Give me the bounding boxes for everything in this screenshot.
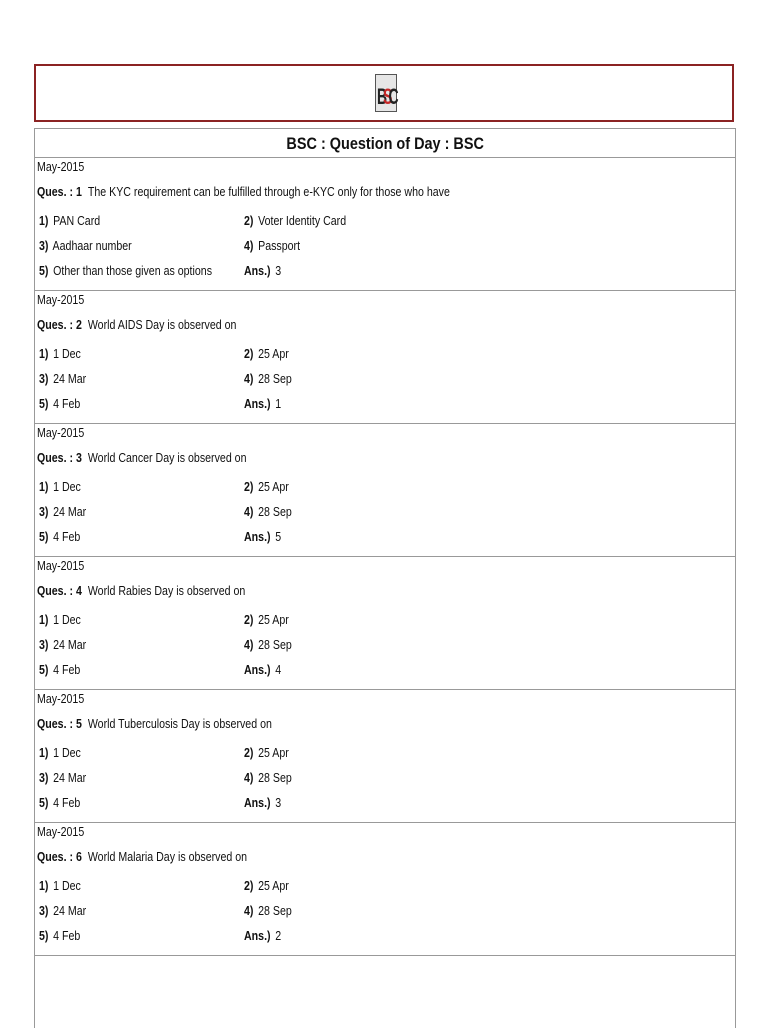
option-3: 3) Aadhaar number [39, 239, 132, 253]
question-text: World Malaria Day is observed on [87, 850, 248, 864]
question-block [35, 823, 735, 956]
option-5: 5) 4 Feb [39, 796, 81, 810]
question-text: World AIDS Day is observed on [87, 318, 237, 332]
option-5: 5) 4 Feb [39, 530, 81, 544]
answer: Ans.) 5 [244, 530, 282, 544]
question-block [35, 690, 735, 823]
question-text: World Tuberculosis Day is observed on [87, 717, 272, 731]
answer: Ans.) 3 [244, 796, 282, 810]
question-line [37, 850, 247, 864]
option-5: 5) 4 Feb [39, 397, 81, 411]
question-text: World Rabies Day is observed on [87, 584, 246, 598]
question-block [35, 424, 735, 557]
option-2: 2) 25 Apr [244, 879, 289, 893]
option-1: 1) 1 Dec [39, 879, 81, 893]
logo-text: BSC [377, 83, 395, 109]
option-2: 2) 25 Apr [244, 613, 289, 627]
question-date: May-2015 [37, 559, 85, 573]
question-date: May-2015 [37, 426, 85, 440]
question-date: May-2015 [37, 692, 85, 706]
question-text: The KYC requirement can be fulfilled through e-KYC only for those who have [87, 185, 450, 199]
questions-container [35, 158, 735, 956]
option-5: 5) Other than those given as options [39, 264, 213, 278]
question-number: Ques. : 3 [37, 451, 82, 465]
question-number: Ques. : 2 [37, 318, 82, 332]
question-line [37, 717, 272, 731]
option-5: 5) 4 Feb [39, 929, 81, 943]
option-3: 3) 24 Mar [39, 505, 87, 519]
option-1: 1) PAN Card [39, 214, 101, 228]
option-1: 1) 1 Dec [39, 613, 81, 627]
question-block [35, 557, 735, 690]
option-1: 1) 1 Dec [39, 347, 81, 361]
option-4: 4) 28 Sep [244, 505, 292, 519]
question-date: May-2015 [37, 293, 85, 307]
answer: Ans.) 3 [244, 264, 282, 278]
option-1: 1) 1 Dec [39, 480, 81, 494]
option-2: 2) 25 Apr [244, 746, 289, 760]
question-list [34, 128, 736, 1028]
page-title: BSC : Question of Day : BSC [35, 129, 735, 158]
option-1: 1) 1 Dec [39, 746, 81, 760]
option-3: 3) 24 Mar [39, 638, 87, 652]
question-text: World Cancer Day is observed on [87, 451, 247, 465]
question-number: Ques. : 4 [37, 584, 82, 598]
option-3: 3) 24 Mar [39, 771, 87, 785]
question-line [37, 185, 450, 199]
option-4: 4) 28 Sep [244, 771, 292, 785]
header-box [34, 64, 734, 122]
option-2: 2) Voter Identity Card [244, 214, 347, 228]
option-4: 4) 28 Sep [244, 372, 292, 386]
option-3: 3) 24 Mar [39, 372, 87, 386]
question-line [37, 318, 236, 332]
question-line [37, 584, 245, 598]
option-4: 4) Passport [244, 239, 301, 253]
question-number: Ques. : 1 [37, 185, 82, 199]
option-2: 2) 25 Apr [244, 347, 289, 361]
question-line [37, 451, 247, 465]
option-4: 4) 28 Sep [244, 904, 292, 918]
question-number: Ques. : 6 [37, 850, 82, 864]
option-3: 3) 24 Mar [39, 904, 87, 918]
answer: Ans.) 2 [244, 929, 282, 943]
question-number: Ques. : 5 [37, 717, 82, 731]
option-5: 5) 4 Feb [39, 663, 81, 677]
question-date: May-2015 [37, 825, 85, 839]
question-date: May-2015 [37, 160, 85, 174]
bsc-logo [375, 74, 397, 112]
option-2: 2) 25 Apr [244, 480, 289, 494]
answer: Ans.) 1 [244, 397, 282, 411]
answer: Ans.) 4 [244, 663, 282, 677]
question-block [35, 291, 735, 424]
option-4: 4) 28 Sep [244, 638, 292, 652]
question-block [35, 158, 735, 291]
